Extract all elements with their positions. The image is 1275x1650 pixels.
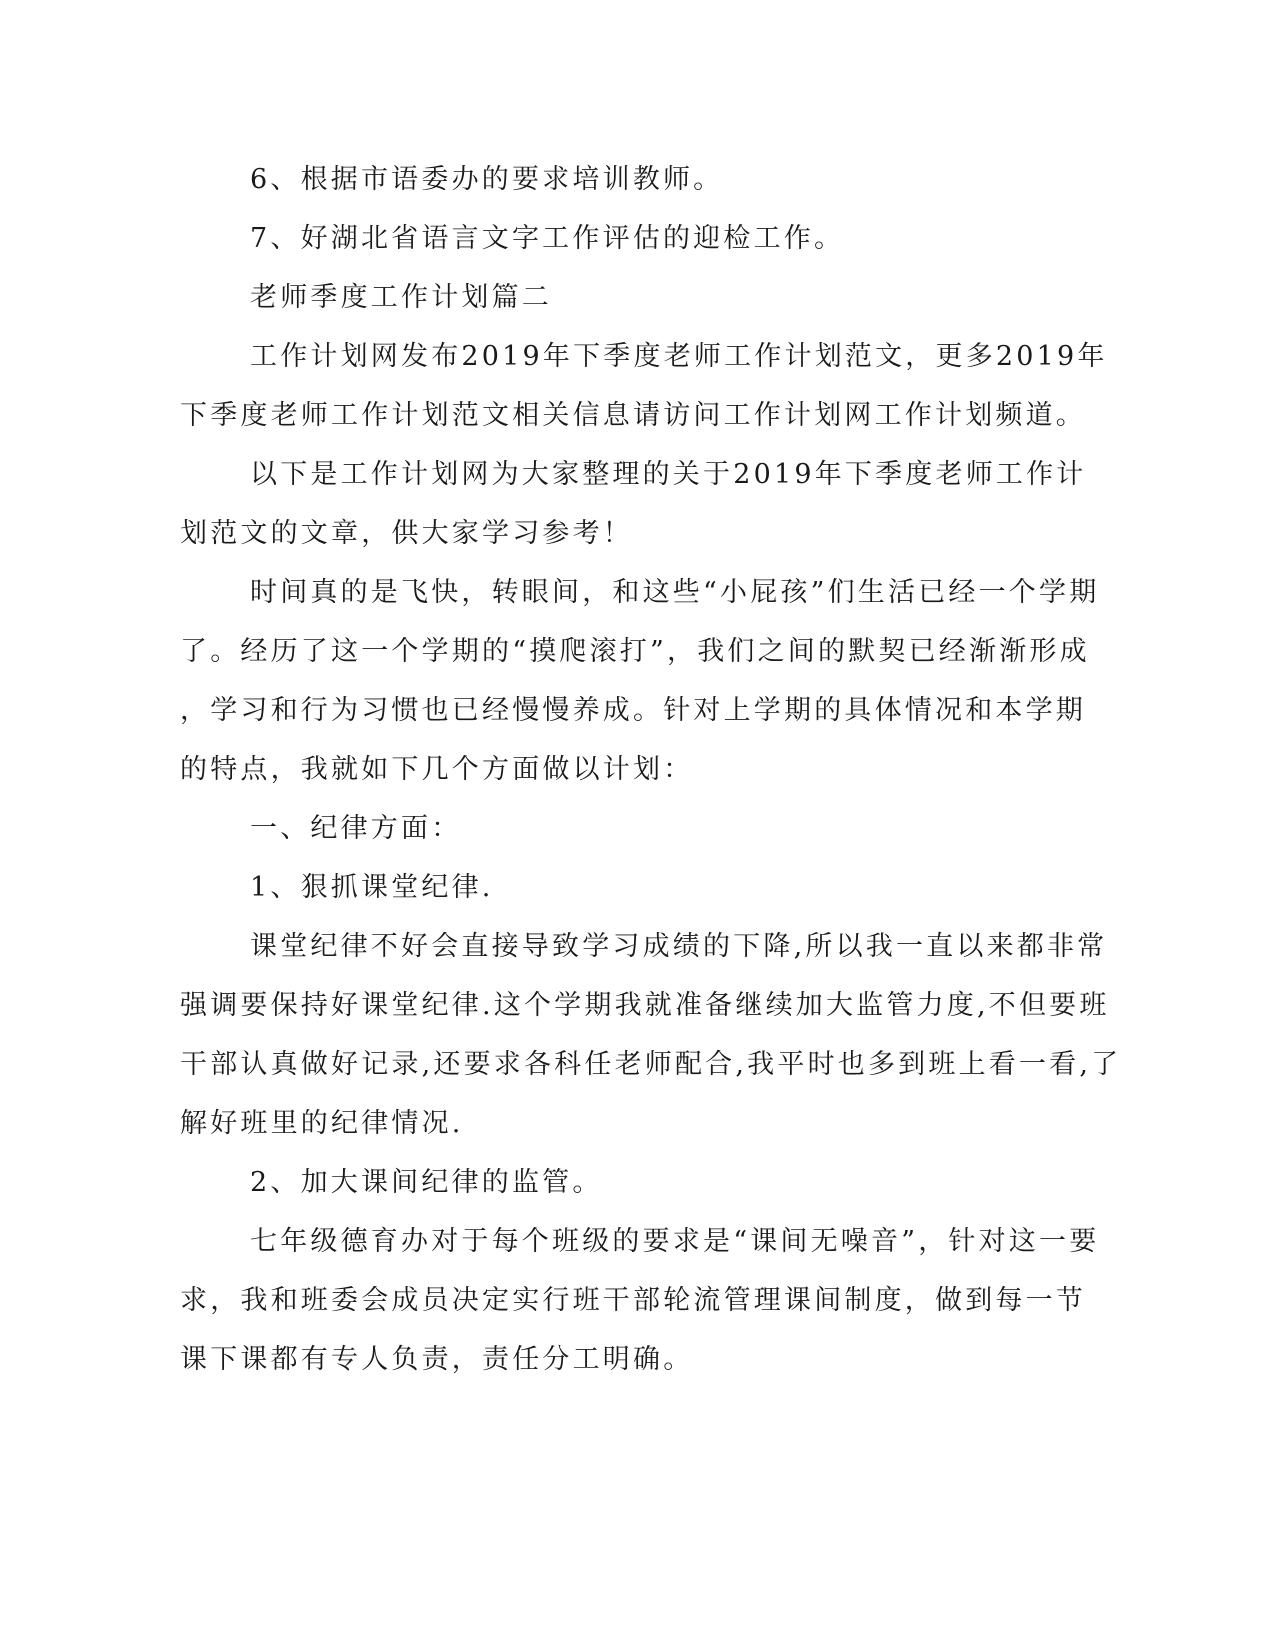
text-line-19: 七年级德育办对于每个班级的要求是“课间无噪音”，针对这一要 (250, 1226, 1100, 1257)
text-line-20: 求，我和班委会成员决定实行班干部轮流管理课间制度，做到每一节 (180, 1285, 1086, 1316)
section-heading: 老师季度工作计划篇二 (250, 282, 552, 313)
text-line-5: 下季度老师工作计划范文相关信息请访问工作计划网工作计划频道。 (180, 400, 1086, 431)
text-line-8: 时间真的是飞快，转眼间，和这些“小屁孩”们生活已经一个学期 (250, 577, 1100, 608)
subheading-discipline: 一、纪律方面： (250, 813, 462, 844)
text-line-1: 6、根据市语委办的要求培训教师。 (250, 164, 724, 195)
text-line-14: 课堂纪律不好会直接导致学习成绩的下降,所以我一直以来都非常 (250, 931, 1108, 962)
list-item-2: 2、加大课间纪律的监管。 (250, 1167, 603, 1198)
text-line-21: 课下课都有专人负责，责任分工明确。 (180, 1344, 694, 1375)
text-line-11: 的特点，我就如下几个方面做以计划： (180, 754, 694, 785)
text-line-7: 划范文的文章，供大家学习参考！ (180, 518, 633, 549)
text-line-16: 干部认真做好记录,还要求各科任老师配合,我平时也多到班上看一看,了 (180, 1049, 1122, 1080)
text-line-10: ，学习和行为习惯也已经慢慢养成。针对上学期的具体情况和本学期 (180, 695, 1086, 726)
list-item-1: 1、狠抓课堂纪律. (250, 872, 494, 903)
text-line-17: 解好班里的纪律情况. (180, 1108, 464, 1139)
text-line-6: 以下是工作计划网为大家整理的关于2019年下季度老师工作计 (250, 459, 1087, 490)
text-line-15: 强调要保持好课堂纪律.这个学期我就准备继续加大监管力度,不但要班 (180, 990, 1110, 1021)
text-line-2: 7、好湖北省语言文字工作评估的迎检工作。 (250, 223, 845, 254)
text-line-9: 了。经历了这一个学期的“摸爬滚打”，我们之间的默契已经渐渐形成 (180, 636, 1090, 667)
text-line-4: 工作计划网发布2019年下季度老师工作计划范文，更多2019年 (250, 341, 1108, 372)
